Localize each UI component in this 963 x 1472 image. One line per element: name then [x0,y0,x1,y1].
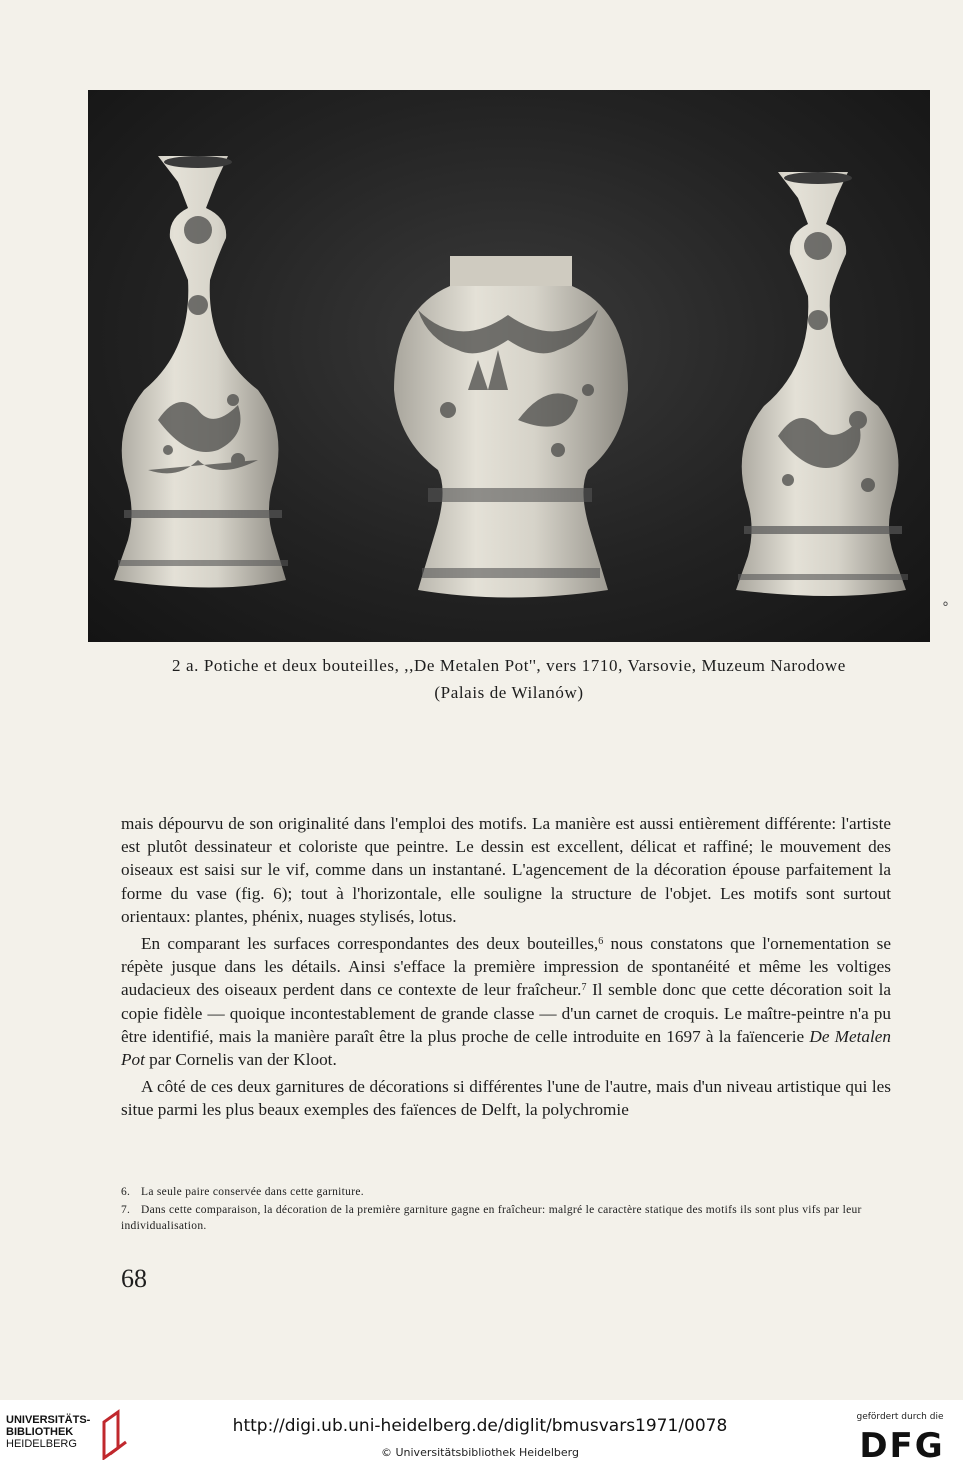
funding-note: gefördert durch die [856,1412,944,1422]
footnote-6 [121,1184,891,1200]
edge-mark: ° [942,600,949,616]
footnotes [121,1184,891,1236]
body-text [121,812,891,1122]
figure-caption: 2 a. Potiche et deux bouteilles, ,,De Metalen Pot'', vers 1710, Varsovie, Muzeum Narodowe [172,656,846,675]
footnote-number: 7. [121,1204,131,1216]
paragraph-3: A côté de ces deux garnitures de décorations si différentes l'une de l'autre, mais d'un niveau artistique qui les situe parmi les plus beaux exemples des faïences de Delft, la polychromie [121,1077,891,1120]
paragraph-2-part-c: Il semble donc que cette décoration soit la copie fidèle — quoique incontestablement de grande classe — d'un carnet de croquis. Le maître-peintre n'a pu être identifié, mais la manière paraît être la plus proche de celle introduite en 1697 à la faïencerie [121,980,891,1046]
footnote-7 [121,1202,891,1234]
middle-potiche [394,256,628,598]
library-name-line2: BIBLIOTHEK [6,1426,74,1438]
paragraph-2 [121,932,891,1071]
library-logo-icon [96,1408,130,1460]
figure-caption-location: (Palais de Wilanów) [434,683,584,702]
footnote-number: 6. [121,1186,131,1198]
paragraph-2-part-a: En comparant les surfaces correspondantes des deux bouteilles, [141,934,599,954]
paragraph-2-part-b: nous constatons que l'ornementation se répète jusque dans les détails. Ainsi s'efface la première impression de spontanéité et même les voltiges audacieux des oiseaux perdent dans ce contexte de leur fraîcheur. [121,934,891,1000]
figure-photo [88,90,930,642]
footnote-ref-6: 6 [598,936,604,948]
manufactory-name: De Metalen Pot [121,1026,891,1070]
footnote-ref-7: 7 [581,982,587,994]
footer [0,1400,963,1472]
page-number: 68 [121,1264,147,1293]
footnote-text: Dans cette comparaison, la décoration de la première garniture gagne en fraîcheur: malgré le caractère statique des motifs ils sont plus vifs par leur individualisation. [121,1204,862,1232]
document-url-link[interactable]: http://digi.ub.uni-heidelberg.de/diglit/bmusvars1971/0078 [232,1416,728,1436]
footnote-text: La seule paire conservée dans cette garniture. [141,1186,364,1198]
copyright-notice: © Universitätsbibliothek Heidelberg [380,1446,579,1459]
paragraph-2-part-d: par Cornelis van der Kloot. [144,1050,337,1070]
dfg-logo[interactable]: DFG [859,1426,945,1466]
vases-illustration [88,90,930,642]
library-name-line3: HEIDELBERG [6,1438,77,1450]
library-name-line1: UNIVERSITÄTS- [6,1414,91,1426]
paragraph-1: mais dépourvu de son originalité dans l'emploi des motifs. La manière est aussi entièrement différente: l'artiste est plutôt dessinateur et coloriste que peintre. Le dessin est excellent, délicat et raffiné; le mouvement des oiseaux est saisi sur le vif, comme dans un instantané. L'agencement de la décoration épouse parfaitement la forme du vase (fig. 6); tout à l'horizontale, elle souligne la structure de l'objet. Les motifs sont surtout orientaux: plantes, phénix, nuages stylisés, lotus. [121,814,891,926]
